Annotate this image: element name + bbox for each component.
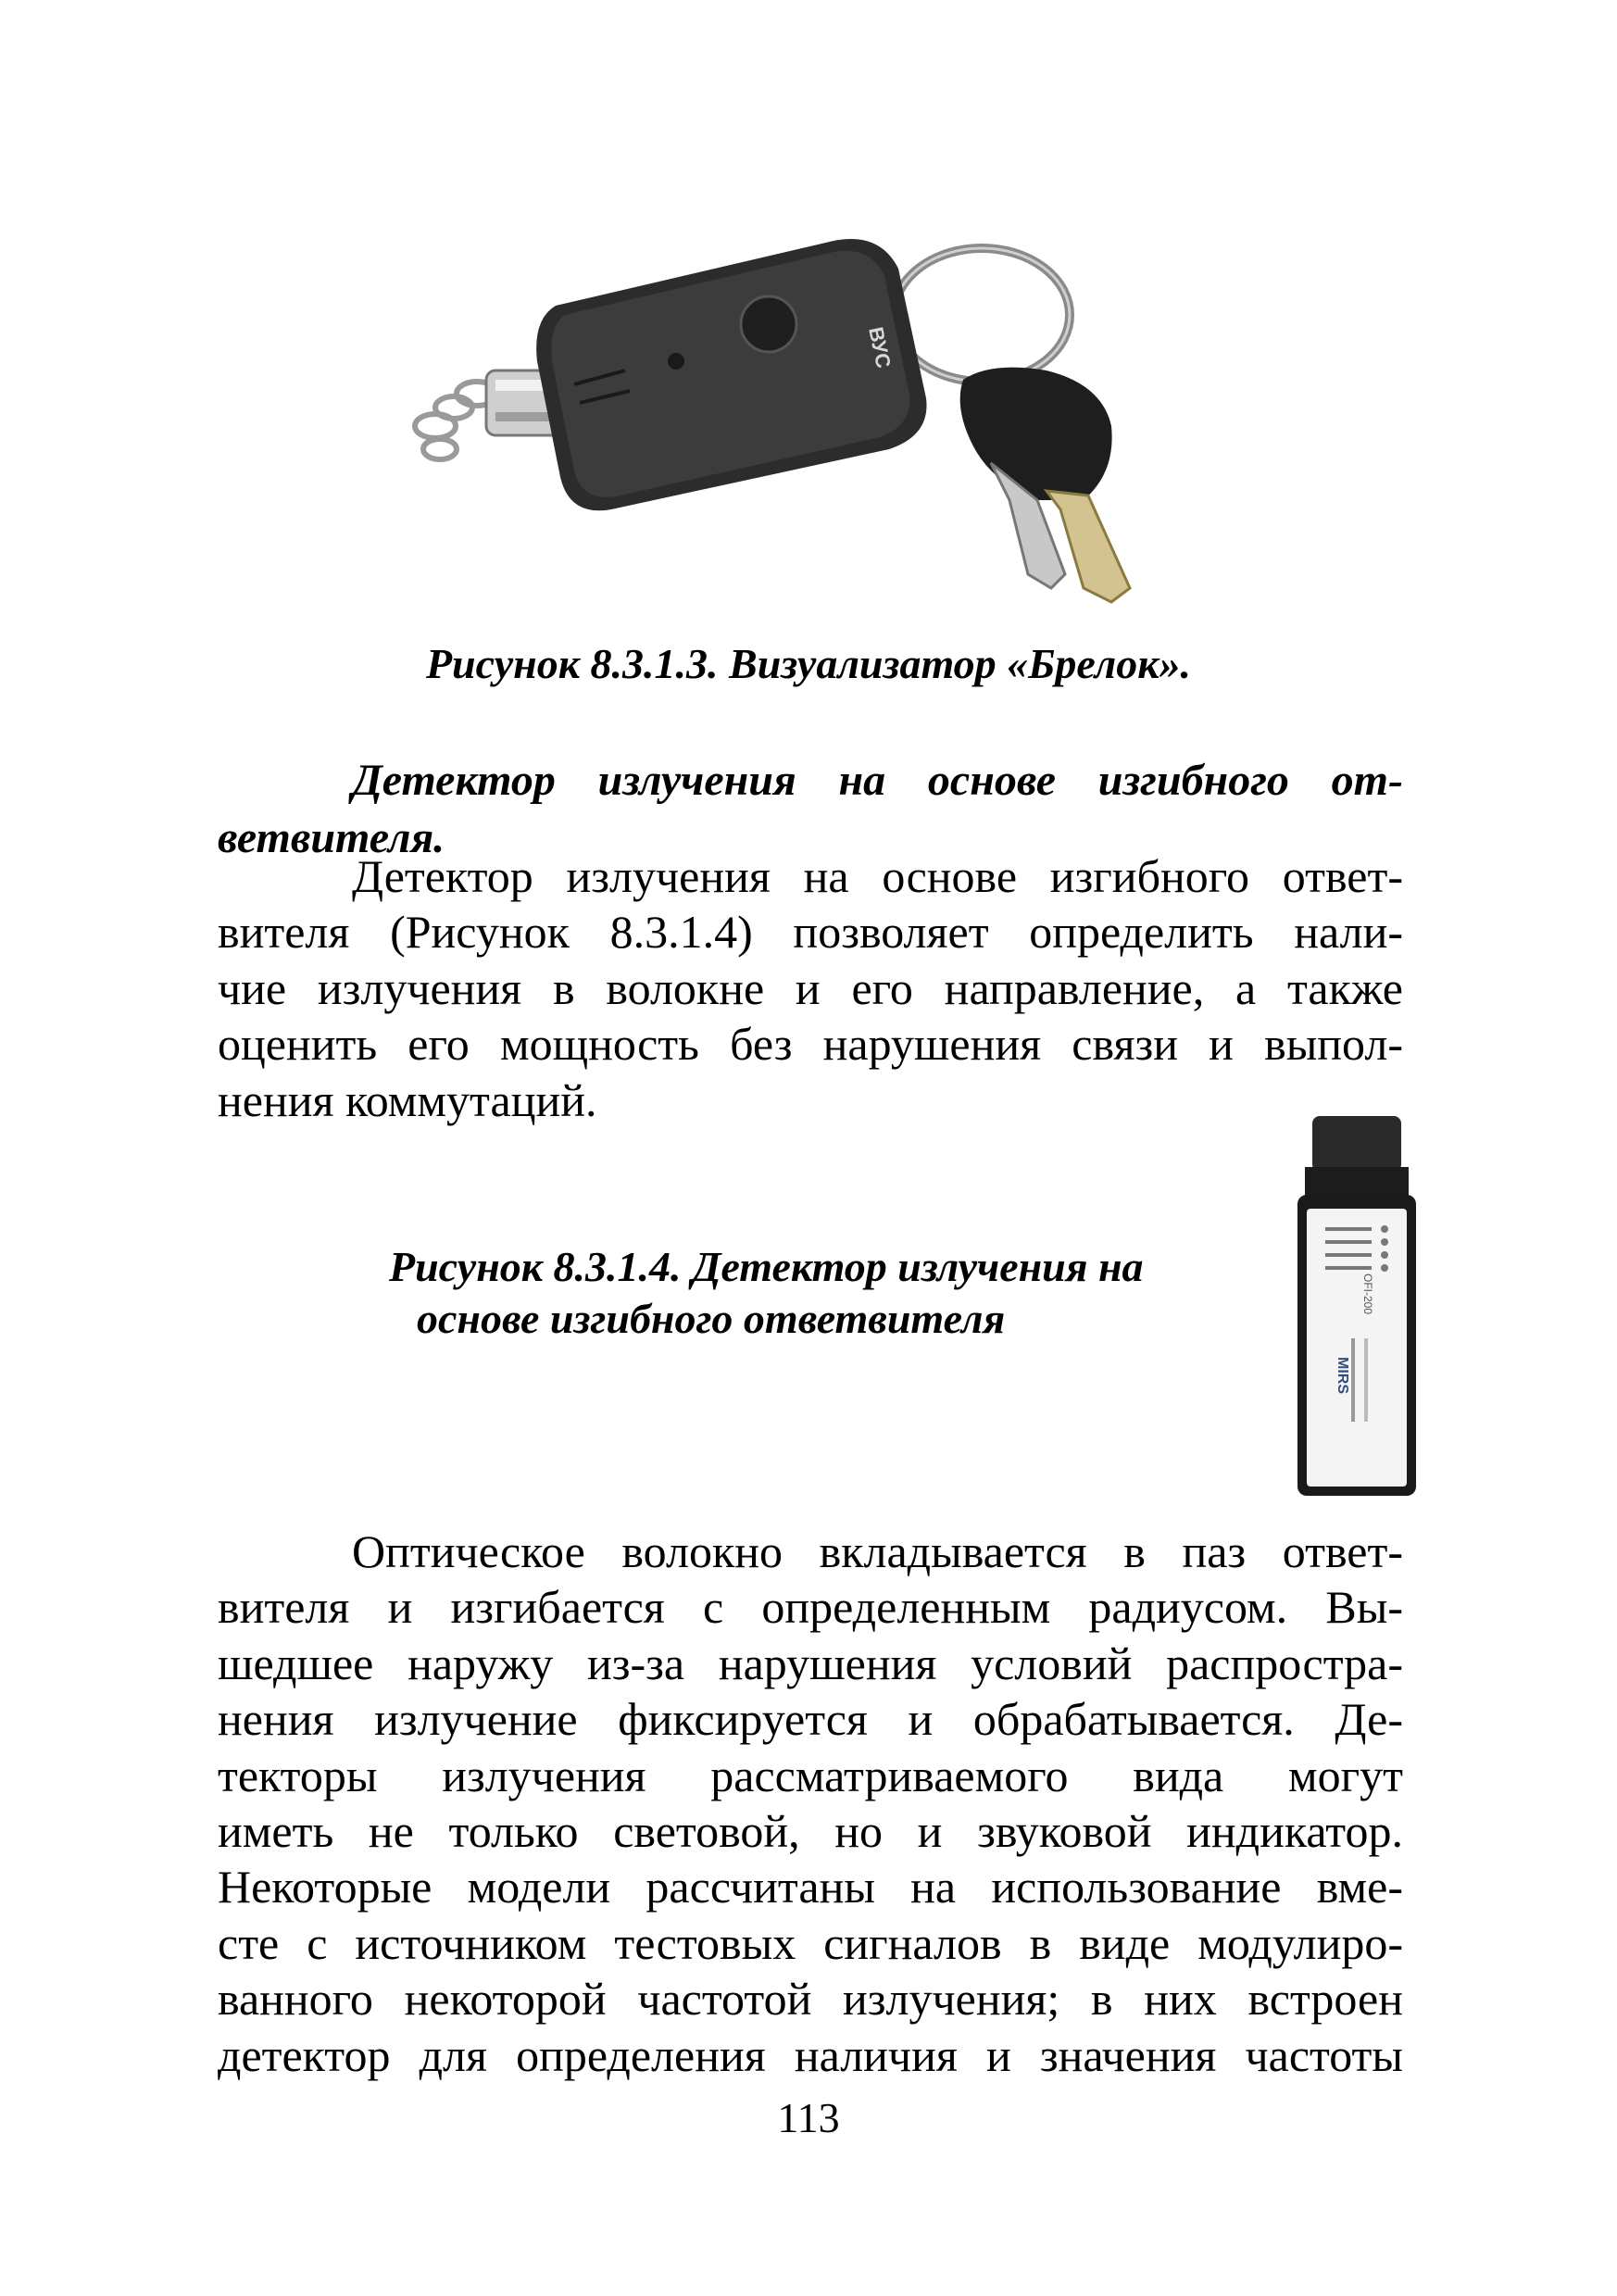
paragraph-line: чие излучения в волокне и его направление, а также (218, 961, 1403, 1014)
section-heading-line1: Детектор излучения на основе изгибного от- (352, 756, 1403, 805)
paragraph-line: вителя и изгибается с определенным радиусом. Вы- (218, 1581, 1403, 1634)
paragraph-line: шедшее наружу из-за нарушения условий распростра- (218, 1637, 1403, 1689)
paragraph-line: иметь не только световой, но и звуковой индикатор. (218, 1805, 1403, 1858)
paragraph-line: нения коммутаций. (218, 1073, 597, 1126)
figure2-caption (389, 1241, 1250, 1345)
car-key (960, 368, 1130, 602)
section-heading-line2: ветвителя. (218, 813, 445, 862)
detector-brand-label: MIRS (1335, 1357, 1350, 1394)
figure2-caption-line2: основе изгибного ответвителя (417, 1295, 1006, 1342)
paragraph-line: Некоторые модели рассчитаны на использование вме- (218, 1861, 1403, 1913)
paragraph-line: Детектор излучения на основе изгибного ответ- (352, 850, 1403, 902)
bend-coupler-detector-figure (1292, 1116, 1422, 1496)
paragraph-line: вителя (Рисунок 8.3.1.4) позволяет определить нали- (218, 906, 1403, 959)
paragraph-line: нения излучение фиксируется и обрабатывается. Де- (218, 1693, 1403, 1746)
keyfob-label: ВУС (864, 324, 896, 370)
detector-label-panel (1307, 1209, 1407, 1487)
paragraph-line: сте с источником тестовых сигналов в виде модулиро- (218, 1916, 1403, 1969)
paragraph-line: текторы излучения рассматриваемого вида могут (218, 1749, 1403, 1801)
paragraph-line: Оптическое волокно вкладывается в паз ответ- (352, 1525, 1403, 1577)
paragraph-line: оценить его мощность без нарушения связи и выпол- (218, 1018, 1403, 1071)
paragraph-line: детектор для определения наличия и значения частоты (218, 2028, 1403, 2081)
paragraph-1 (218, 848, 1403, 1128)
detector-model-label: OFI-200 (1361, 1273, 1374, 1315)
keyfob-body (536, 239, 926, 510)
page-number: 113 (777, 2094, 840, 2141)
keyfob-visualizer-figure (398, 222, 1250, 630)
keyfob-button (741, 296, 796, 352)
paragraph-2 (218, 1524, 1403, 2083)
figure1-caption: Рисунок 8.3.1.3. Визуализатор «Брелок». (425, 640, 1192, 687)
figure2-caption-line1: Рисунок 8.3.1.4. Детектор излучения на (389, 1243, 1144, 1290)
detector-top-cap (1312, 1116, 1401, 1172)
paragraph-line: ванного некоторой частотой излучения; в них встроен (218, 1973, 1403, 2026)
